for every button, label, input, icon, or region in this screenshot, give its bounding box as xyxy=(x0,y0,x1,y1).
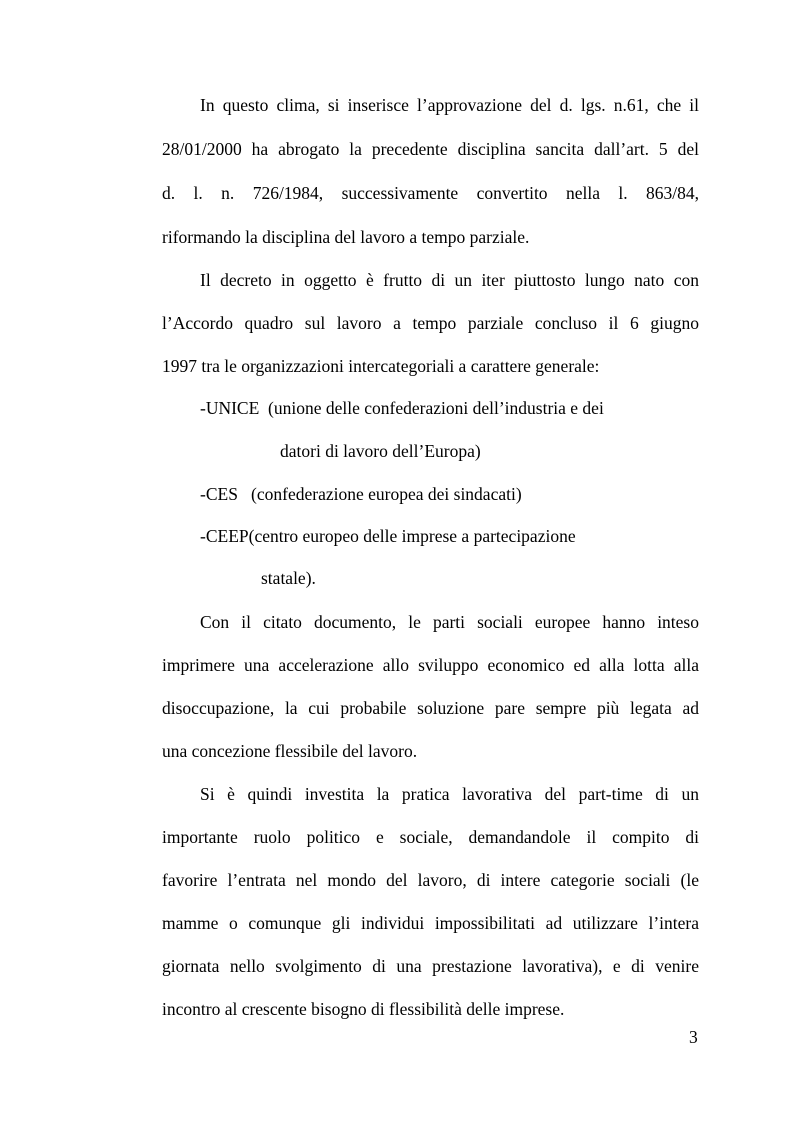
page-number: 3 xyxy=(689,1027,698,1047)
paragraph-3-line-4: una concezione flessibile del lavoro. xyxy=(162,741,418,761)
paragraph-1-line-3: d. l. n. 726/1984, successivamente convertito nella l. 863/84, xyxy=(162,183,699,203)
paragraph-3-line-2: imprimere una accelerazione allo sviluppo economico ed alla lotta alla xyxy=(162,655,699,675)
paragraph-4-line-6: incontro al crescente bisogno di flessibilità delle imprese. xyxy=(162,999,565,1019)
org-ceep-line-2: statale). xyxy=(261,568,316,588)
paragraph-1-line-1: In questo clima, si inserisce l’approvazione del d. lgs. n.61, che il xyxy=(200,95,699,115)
org-ces-line: -CES (confederazione europea dei sindacati) xyxy=(200,484,522,504)
org-unice-line-2: datori di lavoro dell’Europa) xyxy=(280,441,481,461)
org-ceep-line-1: -CEEP(centro europeo delle imprese a partecipazione xyxy=(200,526,576,546)
paragraph-4-line-2: importante ruolo politico e sociale, demandandole il compito di xyxy=(162,827,699,847)
paragraph-4-line-5: giornata nello svolgimento di una prestazione lavorativa), e di venire xyxy=(162,956,699,976)
paragraph-2-line-1: Il decreto in oggetto è frutto di un iter piuttosto lungo nato con xyxy=(200,270,699,290)
paragraph-3-line-1: Con il citato documento, le parti sociali europee hanno inteso xyxy=(200,612,699,632)
org-unice-line-1: -UNICE (unione delle confederazioni dell’industria e dei xyxy=(200,398,604,418)
paragraph-4-line-3: favorire l’entrata nel mondo del lavoro, di intere categorie sociali (le xyxy=(162,870,699,890)
paragraph-4-line-4: mamme o comunque gli individui impossibilitati ad utilizzare l’intera xyxy=(162,913,699,933)
paragraph-3-line-3: disoccupazione, la cui probabile soluzione pare sempre più legata ad xyxy=(162,698,699,718)
paragraph-4-line-1: Si è quindi investita la pratica lavorativa del part-time di un xyxy=(200,784,699,804)
paragraph-2-line-3: 1997 tra le organizzazioni intercategoriali a carattere generale: xyxy=(162,356,600,376)
paragraph-1-line-2: 28/01/2000 ha abrogato la precedente disciplina sancita dall’art. 5 del xyxy=(162,139,699,159)
paragraph-2-line-2: l’Accordo quadro sul lavoro a tempo parziale concluso il 6 giugno xyxy=(162,313,699,333)
paragraph-1-line-4: riformando la disciplina del lavoro a tempo parziale. xyxy=(162,227,530,247)
